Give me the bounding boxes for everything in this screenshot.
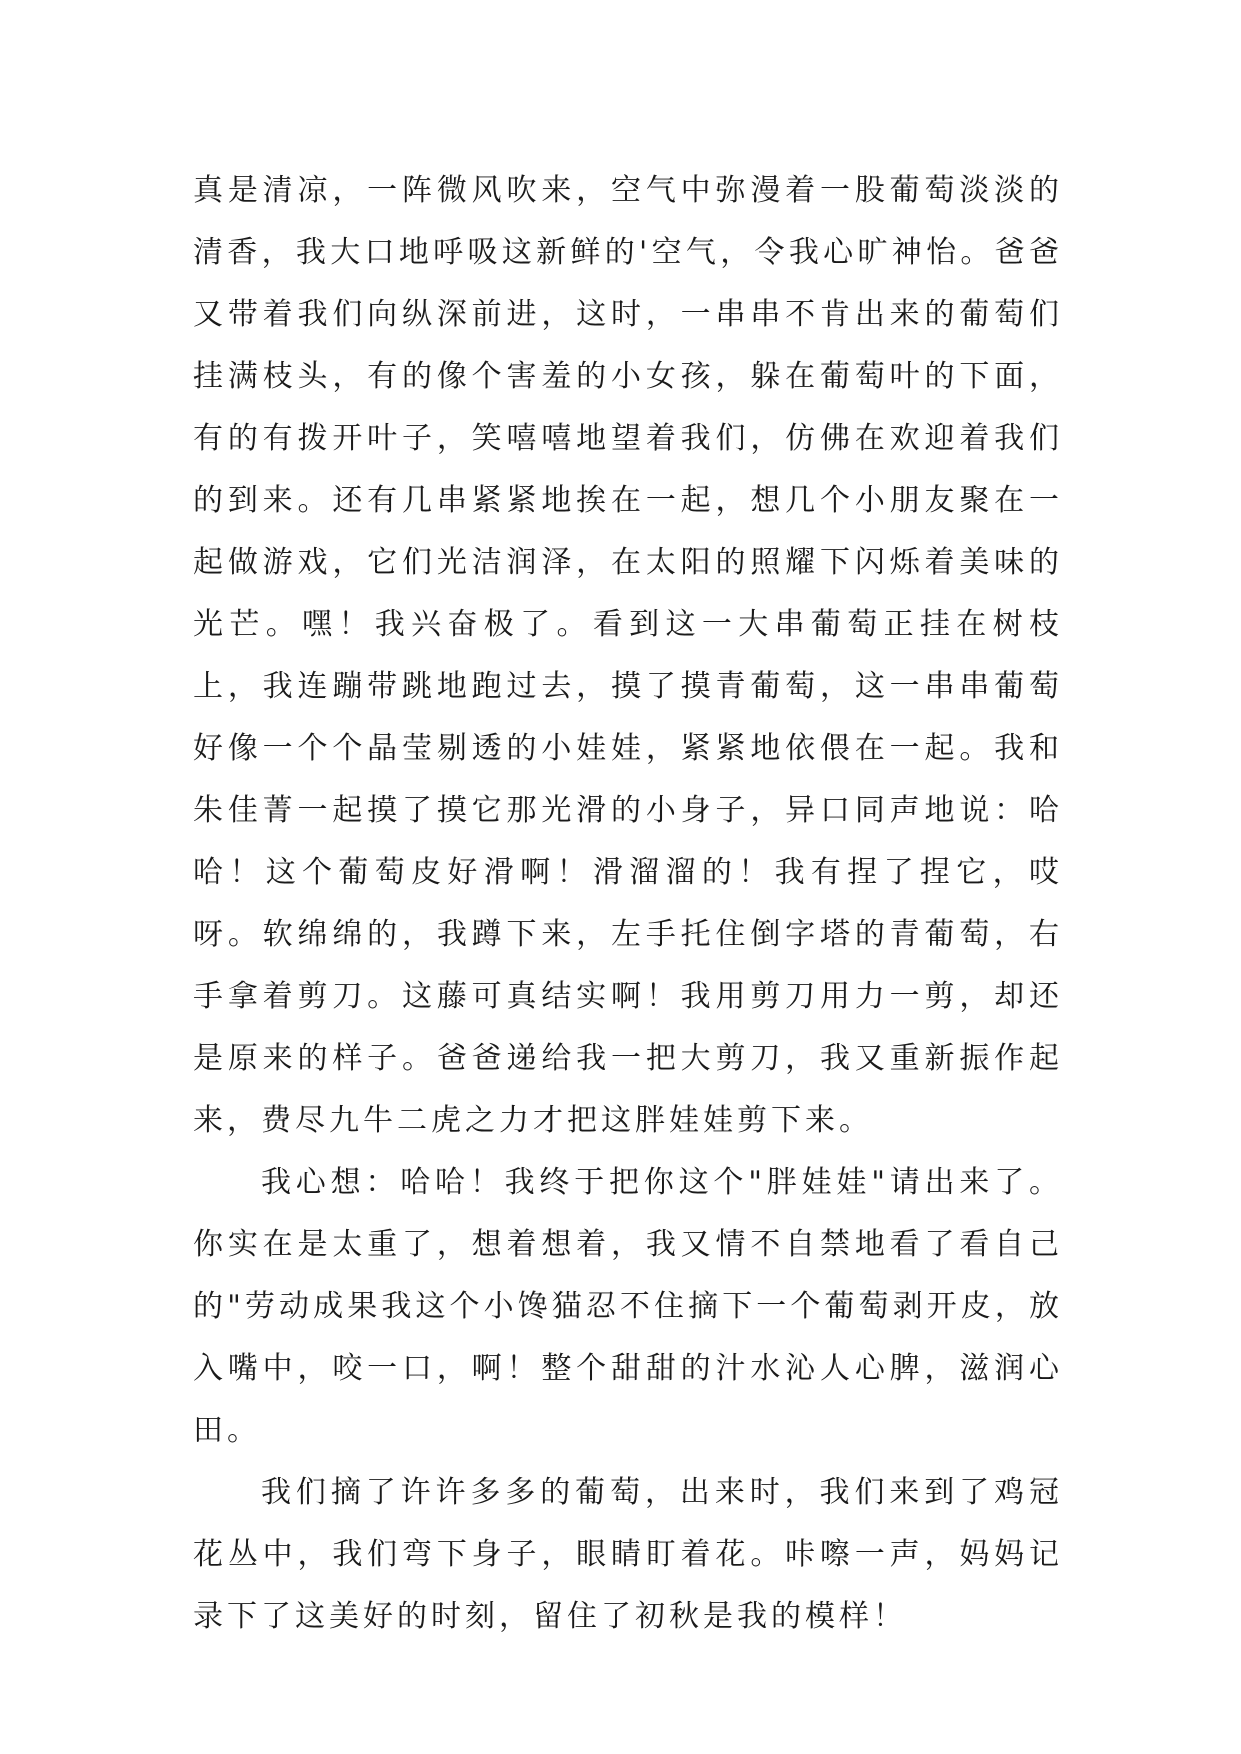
paragraph-1: 真是清凉，一阵微风吹来，空气中弥漫着一股葡萄淡淡的清香，我大口地呼吸这新鲜的'空气，令我心旷神怡。爸爸又带着我们向纵深前进，这时，一串串不肯出来的葡萄们挂满枝头，有的像个害羞的小女孩，躲在葡萄叶的下面，有的有拨开叶子，笑嘻嘻地望着我们，仿佛在欢迎着我们的到来。还有几串紧紧地挨在一起，想几个小朋友聚在一起做游戏，它们光洁润泽，在太阳的照耀下闪烁着美味的光芒。嘿！我兴奋极了。看到这一大串葡萄正挂在树枝上，我连蹦带跳地跑过去，摸了摸青葡萄，这一串串葡萄好像一个个晶莹剔透的小娃娃，紧紧地依偎在一起。我和朱佳菁一起摸了摸它那光滑的小身子，异口同声地说：哈哈！这个葡萄皮好滑啊！滑溜溜的！我有捏了捏它，哎呀。软绵绵的，我蹲下来，左手托住倒字塔的青葡萄，右手拿着剪刀。这藤可真结实啊！我用剪刀用力一剪，却还是原来的样子。爸爸递给我一把大剪刀，我又重新振作起来，费尽九牛二虎之力才把这胖娃娃剪下来。 <box>193 173 1063 1138</box>
paragraph-3: 我们摘了许许多多的葡萄，出来时，我们来到了鸡冠花丛中，我们弯下身子，眼睛盯着花。咔嚓一声，妈妈记录下了这美好的时刻，留住了初秋是我的模样！ <box>193 1475 1063 1634</box>
paragraph-2: 我心想：哈哈！我终于把你这个"胖娃娃"请出来了。你实在是太重了，想着想着，我又情不自禁地看了看自己的"劳动成果我这个小馋猫忍不住摘下一个葡萄剥开皮，放入嘴中，咬一口，啊！整个甜甜的汁水沁人心脾，滋润心田。 <box>193 1165 1063 1448</box>
essay-body <box>193 160 1063 1648</box>
